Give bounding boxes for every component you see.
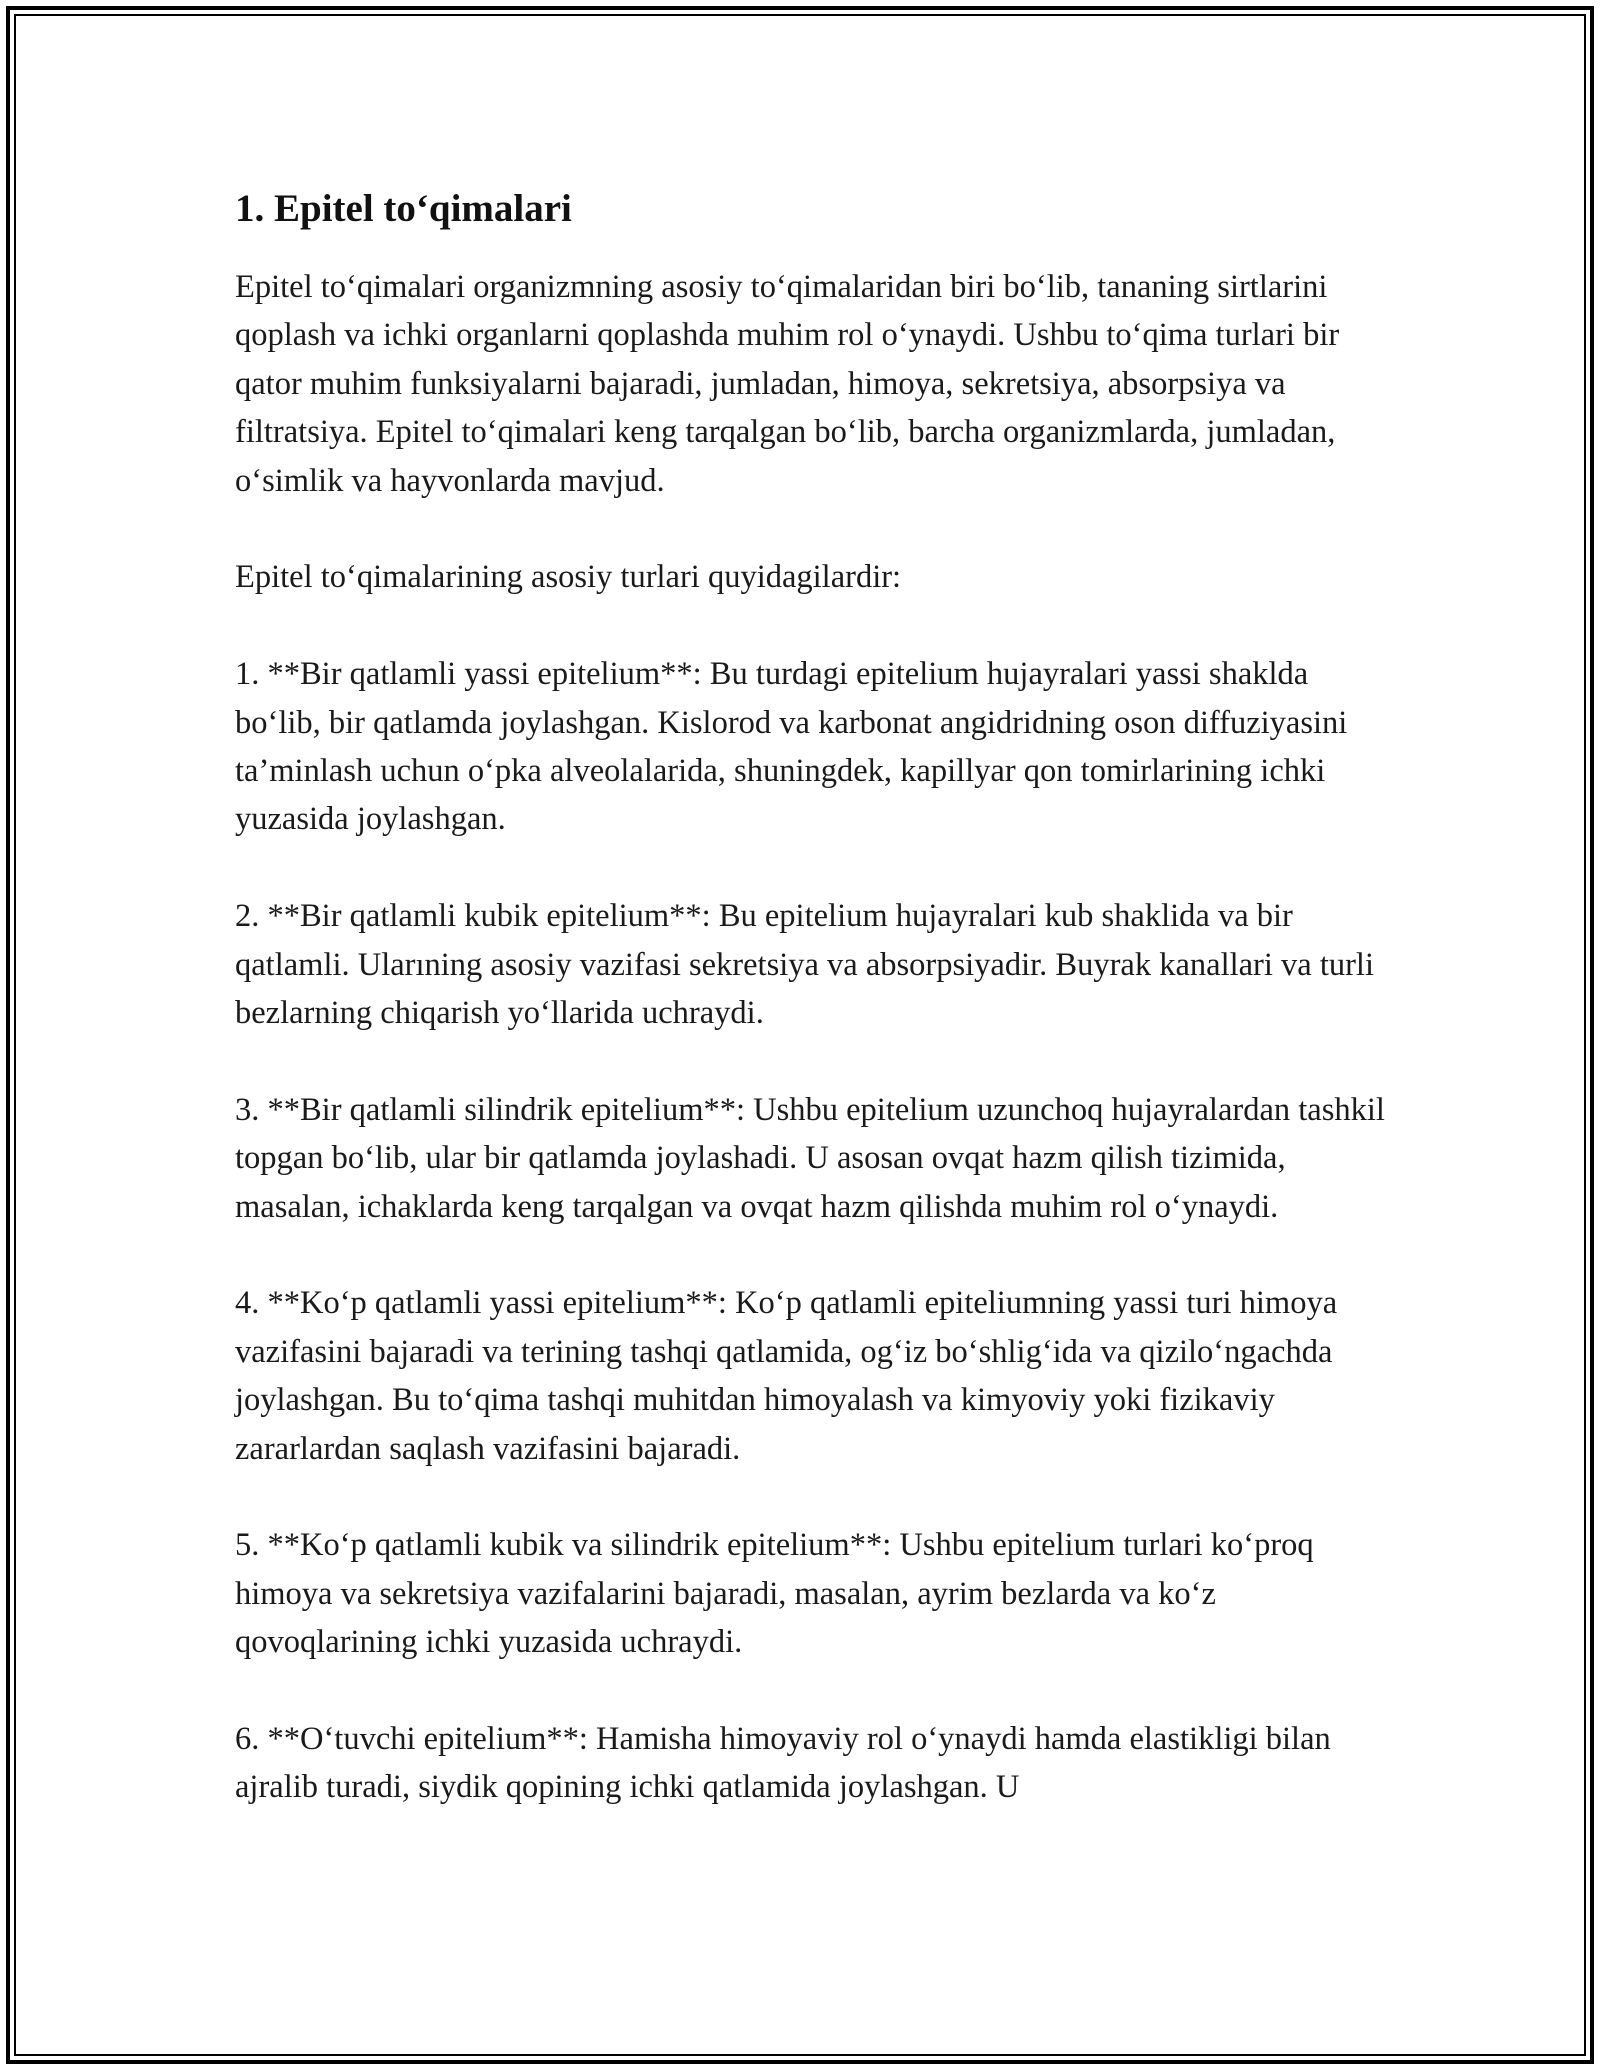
intro-paragraph: Epitel to‘qimalari organizmning asosiy to‘qimalaridan biri bo‘lib, tananing sirtlarini qoplash va ichki organlarni qoplashda muhim rol o‘ynaydi. Ushbu to‘qima turlari bir qator muhim funksiyalarni bajaradi, jumladan, himoya, sekretsiya, absorpsiya va filtratsiya. Epitel to‘qimalari keng tarqalgan bo‘lib, barcha organizmlarda, jumladan, o‘simlik va hayvonlarda mavjud. — [235, 269, 1340, 499]
list-item-transitional: 6. **O‘tuvchi epitelium**: Hamisha himoyaviy rol o‘ynaydi hamda elastikligi bilan ajralib turadi, siydik qopining ichki qatlamida joylashgan. U — [235, 1721, 1331, 1806]
list-item-simple-squamous: 1. **Bir qatlamli yassi epitelium**: Bu turdagi epitelium hujayralari yassi shaklda bo‘lib, bir qatlamda joylashgan. Kislorod va karbonat angidridning oson diffuziyasini ta’minlash uchun o‘pka alveolalarida, shuningdek, kapillyar qon tomirlarining ichki yuzasida joylashgan. — [235, 656, 1348, 838]
list-item-simple-cuboidal: 2. **Bir qatlamli kubik epitelium**: Bu epitelium hujayralari kub shaklida va bir qatlamli. Ularıning asosiy vazifasi sekretsiya va absorpsiyadir. Buyrak kanallari va turli bezlarning chiqarish yo‘llarida uchraydi. — [235, 898, 1374, 1032]
list-item-stratified-squamous: 4. **Ko‘p qatlamli yassi epitelium**: Ko‘p qatlamli epiteliumning yassi turi himoya vazifasini bajaradi va terining tashqi qatlamida, og‘iz bo‘shlig‘ida va qizilo‘ngachda joylashgan. Bu to‘qima tashqi muhitdan himoyalash va kimyoviy yoki fizikaviy zararlardan saqlash vazifasini bajaradi. — [235, 1285, 1338, 1467]
document-body — [235, 185, 1385, 1860]
types-intro-paragraph: Epitel to‘qimalarining asosiy turlari quyidagilardir: — [235, 559, 902, 596]
section-heading: 1. Epitel to‘qimalari — [235, 187, 572, 230]
list-item-simple-columnar: 3. **Bir qatlamli silindrik epitelium**: Ushbu epitelium uzunchoq hujayralardan tashkil topgan bo‘lib, ular bir qatlamda joylashadi. U asosan ovqat hazm qilish tizimida, masalan, ichaklarda keng tarqalgan va ovqat hazm qilishda muhim rol o‘ynaydi. — [235, 1091, 1385, 1225]
list-item-stratified-cuboidal-columnar: 5. **Ko‘p qatlamli kubik va silindrik epitelium**: Ushbu epitelium turlari ko‘proq himoya va sekretsiya vazifalarini bajaradi, masalan, ayrim bezlarda va ko‘z qovoqlarining ichki yuzasida uchraydi. — [235, 1527, 1314, 1661]
